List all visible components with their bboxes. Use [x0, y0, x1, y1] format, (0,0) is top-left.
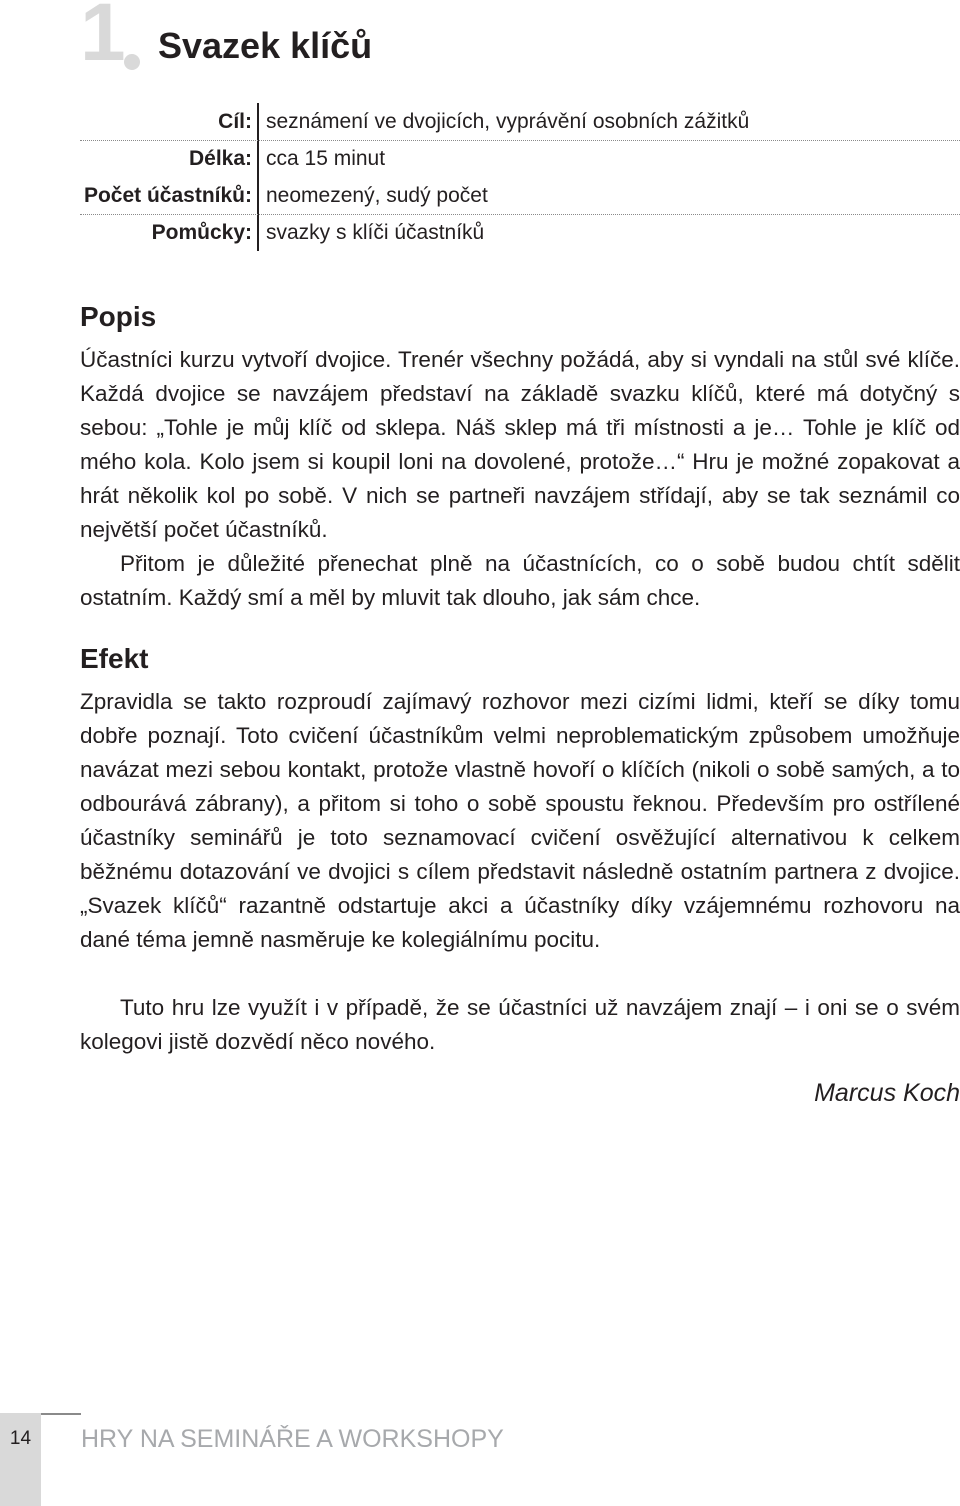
info-value-goal: seznámení ve dvojicích, vyprávění osobních zážitků [266, 110, 750, 133]
author-signature: Marcus Koch [814, 1079, 960, 1107]
section-heading-popis: Popis [80, 301, 157, 332]
page-number: 14 [9, 1428, 32, 1449]
info-value-participants: neomezený, sudý počet [266, 184, 488, 207]
info-label-participants: Počet účastníků: [83, 184, 252, 207]
info-value-duration: cca 15 minut [266, 147, 386, 170]
info-row-materials [0, 214, 960, 251]
efekt-paragraph: Zpravidla se takto rozproudí zajímavý rozhovor mezi cizími lidmi, kteří se díky tomu dobře poznají. Toto cvičení účastníkům velmi neproblematickým způsobem umožňuje navázat mezi sebou kontakt, protože vlastně hovoří o klíčích (nikoli o sobě samých, a to odbourává zábrany), a přitom si toho o sobě spoustu řeknou. Především pro ostřílené účastníky seminářů je toto seznamovací cvičení osvěžující alternativou k celkem běžnému dotazování ve dvojici s cílem představit následně ostatním partnera z dvojice. „Svazek klíčů“ razantně odstartuje akci a účastníky díky vzájemnému rozhovoru na dané téma jemně nasměruje ke kolegiálnímu pocitu. [80, 689, 960, 952]
popis-paragraph: Přitom je důležité přenechat plně na účastnících, co o sobě budou chtít sdělit ostatním. Každý smí a měl by mluvit tak dlouho, jak sám chce. [80, 551, 960, 610]
info-label-materials: Pomůcky: [151, 221, 252, 244]
chapter-number-dot [124, 54, 140, 70]
chapter-title: Svazek klíčů [158, 25, 373, 66]
activity-info-table [0, 103, 960, 251]
info-row-duration [0, 140, 960, 177]
popis-paragraph: Účastníci kurzu vytvoří dvojice. Trenér všechny požádá, aby si vyndali na stůl své klíče. Každá dvojice se navzájem představí na základě svazku klíčů, které má dotyčný s sebou: „Tohle je můj klíč od sklepa. Náš sklep má tři místnosti a je… Tohle je klíč od mého kola. Kolo jsem si koupil loni na dovolené, protože…“ Hru je možné zopakovat a hrát několik kol po sobě. V nich se partneři navzájem střídají, aby se tak seznámil co největší počet účastníků. [80, 347, 960, 542]
info-row-participants [0, 177, 960, 214]
info-row-goal [0, 103, 960, 140]
info-value-materials: svazky s klíči účastníků [266, 221, 485, 244]
section-heading-efekt: Efekt [80, 643, 149, 674]
chapter-number: 1 [80, 0, 122, 78]
footer-rule [41, 1413, 81, 1415]
info-label-duration: Délka: [188, 147, 252, 170]
book-title: HRY NA SEMINÁŘE A WORKSHOPY [81, 1425, 504, 1453]
info-label-goal: Cíl: [218, 110, 252, 133]
efekt-paragraph: Tuto hru lze využít i v případě, že se účastníci už navzájem znají – i oni se o svém kolegovi jistě dozvědí něco nového. [80, 995, 960, 1054]
